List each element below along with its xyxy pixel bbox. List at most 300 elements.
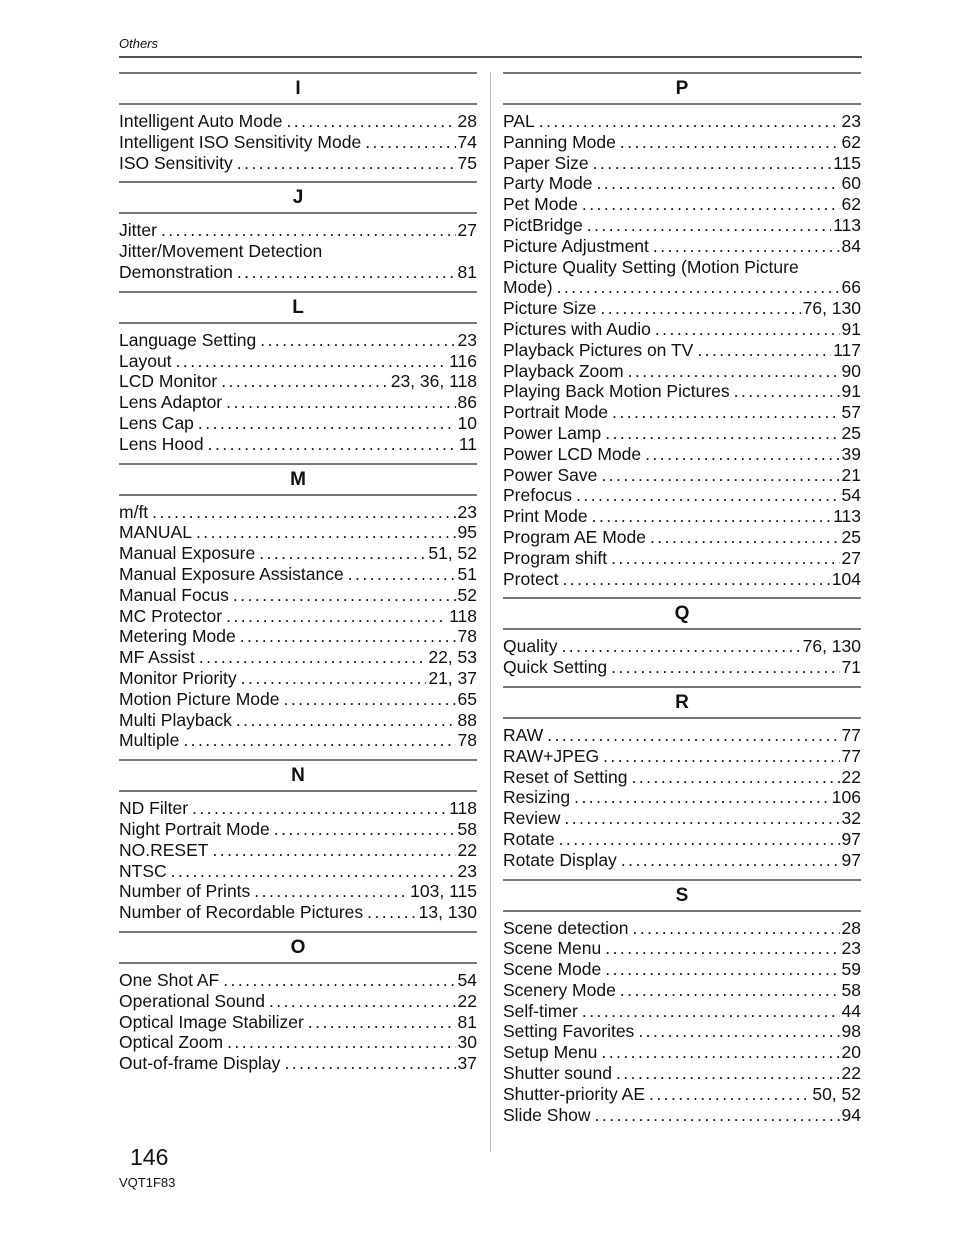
index-term: RAW xyxy=(503,724,544,745)
page-number: 146 xyxy=(130,1144,169,1170)
page-reference: 10 xyxy=(457,412,477,433)
index-term: Panning Mode xyxy=(503,131,616,152)
page-reference: 90 xyxy=(841,360,861,381)
dot-leader xyxy=(227,1032,455,1053)
index-entry xyxy=(503,918,861,939)
index-entry xyxy=(503,1105,861,1126)
index-term: Picture Adjustment xyxy=(503,235,649,256)
dot-leader xyxy=(697,340,831,361)
dot-leader xyxy=(620,980,840,1001)
index-section xyxy=(119,181,477,290)
index-entry xyxy=(119,371,477,392)
index-term: m/ft xyxy=(119,501,149,522)
index-entry xyxy=(119,502,477,523)
index-term: Power Save xyxy=(503,464,598,485)
page-reference: 52 xyxy=(457,584,477,605)
index-entry xyxy=(503,829,861,850)
index-term: Power Lamp xyxy=(503,422,602,443)
index-term: Scenery Mode xyxy=(503,979,616,1000)
index-entry xyxy=(119,710,477,731)
index-entry xyxy=(503,465,861,486)
dot-leader xyxy=(593,153,831,174)
index-entry xyxy=(119,819,477,840)
page-reference: 104 xyxy=(831,568,861,589)
dot-leader xyxy=(308,1012,456,1033)
page-reference: 113 xyxy=(833,506,861,527)
dot-leader xyxy=(605,959,839,980)
dot-leader xyxy=(655,319,840,340)
page-reference: 54 xyxy=(841,485,861,506)
page-reference: 20 xyxy=(841,1042,861,1063)
page-reference: 91 xyxy=(841,318,861,339)
index-entry xyxy=(503,1001,861,1022)
page-reference: 50, 52 xyxy=(812,1083,861,1104)
dot-leader xyxy=(628,361,840,382)
index-term: Language Setting xyxy=(119,329,257,350)
dot-leader xyxy=(223,970,455,991)
index-term: Power LCD Mode xyxy=(503,443,642,464)
page-reference: 91 xyxy=(841,381,861,402)
index-entry xyxy=(503,173,861,194)
page-reference: 65 xyxy=(457,688,477,709)
dot-leader xyxy=(221,371,388,392)
index-entry xyxy=(503,236,861,257)
index-entry xyxy=(119,351,477,372)
page-reference: 78 xyxy=(457,730,477,751)
index-entry xyxy=(119,626,477,647)
page-reference: 44 xyxy=(841,1000,861,1021)
page-reference: 23 xyxy=(457,501,477,522)
index-term: Slide Show xyxy=(503,1104,591,1125)
page-reference: 11 xyxy=(458,433,477,454)
page-reference: 22 xyxy=(457,839,477,860)
page-reference: 76, 130 xyxy=(802,636,861,657)
page-reference: 22 xyxy=(457,990,477,1011)
page-reference: 81 xyxy=(457,1011,477,1032)
index-term: Resizing xyxy=(503,787,571,808)
page-reference: 23, 36, 118 xyxy=(390,371,477,392)
dot-leader xyxy=(601,465,839,486)
index-term: Pet Mode xyxy=(503,194,578,215)
page-reference: 57 xyxy=(841,402,861,423)
index-term: Intelligent ISO Sensitivity Mode xyxy=(119,131,362,152)
dot-leader xyxy=(620,132,840,153)
section-gap xyxy=(119,173,477,181)
dot-leader xyxy=(734,381,840,402)
page-reference: 21, 37 xyxy=(428,667,477,688)
index-entry xyxy=(119,881,477,902)
dot-leader xyxy=(612,402,839,423)
index-entry xyxy=(119,111,477,132)
index-term: ND Filter xyxy=(119,798,189,819)
index-term: Protect xyxy=(503,568,559,589)
index-entry xyxy=(119,585,477,606)
index-entry xyxy=(119,262,477,283)
page-reference: 51, 52 xyxy=(428,543,477,564)
dot-leader xyxy=(171,861,456,882)
dot-leader xyxy=(653,236,840,257)
page-reference: 22, 53 xyxy=(428,647,477,668)
dot-leader xyxy=(616,1063,840,1084)
index-term: PAL xyxy=(503,111,535,131)
dot-leader xyxy=(233,585,456,606)
index-entry xyxy=(119,668,477,689)
index-entry xyxy=(119,132,477,153)
index-entry xyxy=(503,423,861,444)
page-reference: 95 xyxy=(457,522,477,543)
index-term: Optical Image Stabilizer xyxy=(119,1011,304,1032)
page-reference: 118 xyxy=(449,798,477,819)
index-entry xyxy=(119,543,477,564)
dot-leader xyxy=(605,423,839,444)
dot-leader xyxy=(601,1042,839,1063)
page-reference: 27 xyxy=(457,220,477,241)
dot-leader xyxy=(152,502,455,523)
index-entry-lead: Picture Quality Setting (Motion Picture xyxy=(503,256,799,277)
index-section xyxy=(119,72,477,181)
index-term: Intelligent Auto Mode xyxy=(119,111,283,131)
index-term: Portrait Mode xyxy=(503,402,609,423)
page-reference: 77 xyxy=(841,745,861,766)
page-reference: 58 xyxy=(457,818,477,839)
section-gap xyxy=(119,283,477,291)
index-entry xyxy=(503,746,861,767)
index-term: Prefocus xyxy=(503,485,573,506)
dot-leader xyxy=(208,434,457,455)
index-term: Program shift xyxy=(503,547,608,568)
page-reference: 21 xyxy=(841,464,861,485)
index-entry xyxy=(503,1063,861,1084)
index-term: Metering Mode xyxy=(119,626,236,647)
dot-leader xyxy=(199,647,427,668)
section-letter-heading: P xyxy=(503,72,861,105)
section-gap xyxy=(119,455,477,463)
index-term: Shutter-priority AE xyxy=(503,1083,645,1104)
index-term: Self-timer xyxy=(503,1000,578,1021)
dot-leader xyxy=(621,850,840,871)
section-gap xyxy=(119,1074,477,1082)
index-term: Party Mode xyxy=(503,173,593,194)
page-reference: 13, 130 xyxy=(418,902,477,923)
dot-leader xyxy=(595,1105,840,1126)
index-term: Program AE Mode xyxy=(503,526,646,547)
index-entry xyxy=(119,153,477,174)
page-reference: 32 xyxy=(841,808,861,829)
index-entry xyxy=(503,569,861,590)
dot-leader xyxy=(633,918,840,939)
index-entry-lead: Jitter/Movement Detection xyxy=(119,241,323,262)
section-letter-heading: O xyxy=(119,931,477,964)
index-entry xyxy=(119,647,477,668)
index-entry xyxy=(503,725,861,746)
dot-leader xyxy=(562,569,829,590)
section-letter-heading: R xyxy=(503,686,861,719)
dot-leader xyxy=(564,808,839,829)
index-term: ISO Sensitivity xyxy=(119,152,233,173)
index-entry xyxy=(503,298,861,319)
index-term: Lens Hood xyxy=(119,433,204,454)
index-entry xyxy=(503,657,861,678)
index-entry xyxy=(503,1084,861,1105)
page-reference: 54 xyxy=(457,969,477,990)
index-entry xyxy=(503,938,861,959)
page-reference: 25 xyxy=(841,526,861,547)
index-entry xyxy=(503,787,861,808)
column-divider xyxy=(490,72,491,1152)
dot-leader xyxy=(286,111,455,132)
index-term: NTSC xyxy=(119,860,167,881)
dot-leader xyxy=(260,330,455,351)
index-term: Out-of-frame Display xyxy=(119,1053,281,1074)
page-reference: 71 xyxy=(841,657,861,678)
section-gap xyxy=(503,1125,861,1133)
dot-leader xyxy=(561,636,800,657)
index-entry xyxy=(119,392,477,413)
section-letter-heading: S xyxy=(503,879,861,912)
index-section xyxy=(503,597,861,686)
index-entry xyxy=(119,730,477,751)
dot-leader xyxy=(192,798,447,819)
index-term: Lens Adaptor xyxy=(119,392,223,413)
index-entry xyxy=(119,1032,477,1053)
page-reference: 66 xyxy=(841,277,861,298)
section-gap xyxy=(503,589,861,597)
page-reference: 74 xyxy=(457,131,477,152)
page-reference: 27 xyxy=(841,547,861,568)
dot-leader xyxy=(649,1084,810,1105)
index-entry xyxy=(503,444,861,465)
dot-leader xyxy=(254,881,408,902)
dot-leader xyxy=(547,725,839,746)
index-term: Scene Mode xyxy=(503,959,602,980)
page-reference: 60 xyxy=(841,173,861,194)
page-reference: 115 xyxy=(833,152,861,173)
dot-leader xyxy=(596,173,839,194)
index-term: Shutter sound xyxy=(503,1063,612,1084)
page-reference: 39 xyxy=(841,443,861,464)
index-section xyxy=(503,686,861,879)
dot-leader xyxy=(274,819,456,840)
index-term: Manual Focus xyxy=(119,584,229,605)
page-header: Others xyxy=(119,36,159,51)
index-term: Playing Back Motion Pictures xyxy=(503,381,730,402)
index-term: Night Portrait Mode xyxy=(119,818,270,839)
dot-leader xyxy=(605,938,839,959)
index-term: Rotate xyxy=(503,828,555,849)
index-entry xyxy=(503,959,861,980)
dot-leader xyxy=(638,1021,839,1042)
index-term: Quality xyxy=(503,636,558,657)
index-term: Mode) xyxy=(503,277,553,298)
index-entry xyxy=(503,402,861,423)
index-entry xyxy=(119,861,477,882)
index-term: Playback Pictures on TV xyxy=(503,339,694,360)
dot-leader xyxy=(259,543,426,564)
page-reference: 78 xyxy=(457,626,477,647)
index-term: Playback Zoom xyxy=(503,360,624,381)
index-entry xyxy=(503,215,861,236)
index-term: Rotate Display xyxy=(503,849,617,870)
page-reference: 23 xyxy=(457,860,477,881)
page-reference: 59 xyxy=(841,959,861,980)
dot-leader xyxy=(236,710,456,731)
index-term: Scene Menu xyxy=(503,938,602,959)
section-letter-heading: L xyxy=(119,291,477,324)
index-column-right xyxy=(503,72,861,1133)
dot-leader xyxy=(284,1053,455,1074)
index-entry xyxy=(503,527,861,548)
dot-leader xyxy=(240,626,456,647)
index-term: Optical Zoom xyxy=(119,1032,224,1053)
index-entry xyxy=(503,1021,861,1042)
page-reference: 116 xyxy=(449,350,477,371)
dot-leader xyxy=(632,767,840,788)
page-reference: 30 xyxy=(457,1032,477,1053)
index-term: Layout xyxy=(119,350,172,371)
index-entry xyxy=(503,767,861,788)
index-term: Picture Size xyxy=(503,298,597,319)
index-entry xyxy=(119,220,477,241)
index-entry xyxy=(119,1012,477,1033)
section-letter-heading: J xyxy=(119,181,477,214)
page-reference: 77 xyxy=(841,724,861,745)
section-letter-heading: Q xyxy=(503,597,861,630)
dot-leader xyxy=(269,991,456,1012)
dot-leader xyxy=(650,527,840,548)
page-reference: 94 xyxy=(841,1104,861,1125)
dot-leader xyxy=(226,606,447,627)
dot-leader xyxy=(226,392,455,413)
index-term: One Shot AF xyxy=(119,969,220,990)
index-entry xyxy=(503,340,861,361)
dot-leader xyxy=(574,787,830,808)
dot-leader xyxy=(212,840,455,861)
index-term: Setup Menu xyxy=(503,1042,598,1063)
page-reference: 118 xyxy=(449,605,477,626)
page-reference: 28 xyxy=(841,917,861,938)
index-term: Motion Picture Mode xyxy=(119,688,280,709)
index-section xyxy=(119,759,477,931)
section-letter-heading: M xyxy=(119,463,477,496)
page-reference: 103, 115 xyxy=(410,881,477,902)
index-entry xyxy=(119,840,477,861)
index-entry xyxy=(503,381,861,402)
index-section xyxy=(503,72,861,597)
index-term: RAW+JPEG xyxy=(503,745,600,766)
dot-leader xyxy=(582,194,840,215)
dot-leader xyxy=(348,564,456,585)
page-reference: 62 xyxy=(841,194,861,215)
dot-leader xyxy=(365,132,455,153)
index-term: Monitor Priority xyxy=(119,667,237,688)
section-gap xyxy=(119,751,477,759)
index-term: MANUAL xyxy=(119,522,192,543)
dot-leader xyxy=(582,1001,840,1022)
index-term: Paper Size xyxy=(503,152,589,173)
index-entry xyxy=(503,319,861,340)
index-entry xyxy=(503,132,861,153)
index-term: Review xyxy=(503,808,561,829)
index-entry xyxy=(119,1053,477,1074)
index-entry xyxy=(119,413,477,434)
index-entry xyxy=(119,798,477,819)
page-reference: 113 xyxy=(833,214,861,235)
section-gap xyxy=(503,678,861,686)
index-term: Multiple xyxy=(119,730,180,751)
index-entry xyxy=(119,434,477,455)
section-gap xyxy=(503,871,861,879)
index-term: Quick Setting xyxy=(503,657,608,678)
dot-leader xyxy=(576,485,839,506)
dot-leader xyxy=(367,902,416,923)
index-term: Manual Exposure Assistance xyxy=(119,563,344,584)
dot-leader xyxy=(237,153,456,174)
section-letter-heading: N xyxy=(119,759,477,792)
page-reference: 37 xyxy=(457,1053,477,1074)
dot-leader xyxy=(196,522,456,543)
page-reference: 25 xyxy=(841,422,861,443)
index-section xyxy=(119,463,477,760)
index-term: Scene detection xyxy=(503,917,629,938)
page-reference: 58 xyxy=(841,979,861,1000)
index-term: MF Assist xyxy=(119,647,195,668)
dot-leader xyxy=(587,215,831,236)
index-entry xyxy=(503,1042,861,1063)
index-term: Reset of Setting xyxy=(503,766,628,787)
index-entry xyxy=(119,522,477,543)
dot-leader xyxy=(611,657,839,678)
dot-leader xyxy=(198,413,456,434)
dot-leader xyxy=(645,444,839,465)
page-reference: 23 xyxy=(841,111,861,131)
dot-leader xyxy=(611,548,839,569)
index-term: Multi Playback xyxy=(119,709,232,730)
index-term: Manual Exposure xyxy=(119,543,256,564)
index-term: Demonstration xyxy=(119,261,233,282)
index-term: Number of Recordable Pictures xyxy=(119,902,364,923)
index-entry xyxy=(503,850,861,871)
index-entry xyxy=(503,808,861,829)
page-reference: 106 xyxy=(831,787,861,808)
page-reference: 76, 130 xyxy=(802,298,861,319)
index-entry xyxy=(119,970,477,991)
index-entry xyxy=(119,689,477,710)
dot-leader xyxy=(559,829,840,850)
dot-leader xyxy=(539,111,840,132)
index-entry xyxy=(503,277,861,298)
dot-leader xyxy=(557,277,840,298)
page-reference: 86 xyxy=(457,392,477,413)
index-term: Number of Prints xyxy=(119,881,251,902)
index-entry xyxy=(503,194,861,215)
page-reference: 81 xyxy=(457,261,477,282)
dot-leader xyxy=(603,746,839,767)
dot-leader xyxy=(241,668,427,689)
index-term: Pictures with Audio xyxy=(503,318,651,339)
index-term: Jitter xyxy=(119,220,157,241)
index-column-left xyxy=(119,72,477,1082)
dot-leader xyxy=(600,298,800,319)
page-reference: 98 xyxy=(841,1021,861,1042)
page-reference: 62 xyxy=(841,131,861,152)
index-section xyxy=(503,879,861,1134)
page-reference: 117 xyxy=(833,339,861,360)
index-term: Operational Sound xyxy=(119,990,265,1011)
page-reference: 84 xyxy=(841,235,861,256)
index-term: Lens Cap xyxy=(119,412,194,433)
page-reference: 22 xyxy=(841,766,861,787)
index-entry xyxy=(119,902,477,923)
